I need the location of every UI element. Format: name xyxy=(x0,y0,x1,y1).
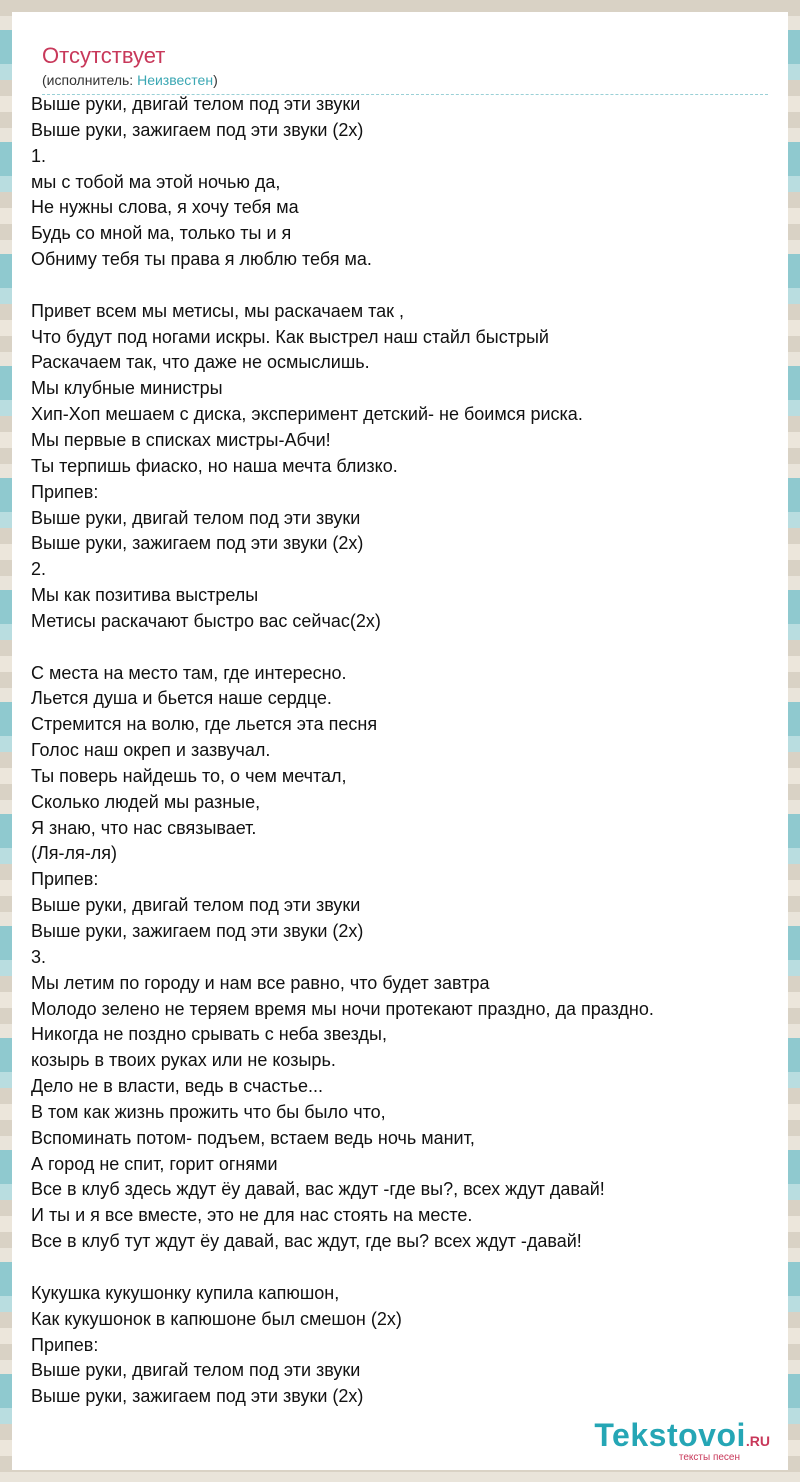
lyric-line: Дело не в власти, ведь в счастье... xyxy=(31,1076,324,1097)
lyric-line: Ты терпишь фиаско, но наша мечта близко. xyxy=(31,455,398,476)
lyric-line: Ты поверь найдешь то, о чем мечтал, xyxy=(31,765,347,786)
lyric-line: Раскачаем так, что даже не осмыслишь. xyxy=(31,352,370,373)
lyric-line: Мы первые в списках мистры-Абчи! xyxy=(31,429,331,450)
lyric-line: Выше руки, зажигаем под эти звуки (2х) xyxy=(31,119,364,140)
lyric-line: Вспоминать потом- подъем, встаем ведь ночь манит, xyxy=(31,1127,475,1148)
lyric-line: Выше руки, зажигаем под эти звуки (2х) xyxy=(31,921,364,941)
lyric-line: И ты и я все вместе, это не для нас стоять на месте. xyxy=(31,1205,473,1226)
lyric-line: Обниму тебя ты права я люблю тебя ма. xyxy=(31,249,372,270)
lyric-line: Мы летим по городу и нам все равно, что будет завтра xyxy=(31,972,490,993)
artist-prefix: (исполнитель: xyxy=(42,72,138,88)
lyric-line: Выше руки, двигай телом под эти звуки xyxy=(31,895,361,916)
lyric-line: Мы как позитива выстрелы xyxy=(31,585,259,606)
lyrics-text xyxy=(31,92,771,1410)
lyric-line xyxy=(31,635,771,661)
lyric-line: Стремится на волю, где льется эта песня xyxy=(31,714,378,735)
site-logo[interactable] xyxy=(594,1418,770,1464)
lyric-line: мы с тобой ма этой ночью да, xyxy=(31,171,281,192)
logo-tagline: тексты песен xyxy=(678,1452,740,1463)
artist-link[interactable]: Неизвестен xyxy=(137,72,214,88)
lyric-line: Все в клуб тут ждут ёу давай, вас ждут, где вы? всех ждут -давай! xyxy=(31,1231,582,1252)
lyric-line: Метисы раскачают быстро вас сейчас(2х) xyxy=(31,610,381,631)
logo-wordmark: Tekstovoi xyxy=(594,1417,746,1453)
lyric-line: козырь в твоих руках или не козырь. xyxy=(31,1050,336,1071)
song-title: Отсутствует xyxy=(42,43,166,68)
lyric-line: Все в клуб здесь ждут ёу давай, вас ждут -где вы?, всех ждут давай! xyxy=(31,1179,605,1200)
lyric-line: Выше руки, зажигаем под эти звуки (2х) xyxy=(31,1386,364,1407)
lyric-line: Припев: xyxy=(31,481,99,502)
lyric-line: 1. xyxy=(31,145,47,166)
lyric-line: Никогда не поздно срывать с неба звезды, xyxy=(31,1024,387,1045)
lyric-line: Сколько людей мы разные, xyxy=(31,791,261,812)
artist-suffix: ) xyxy=(213,72,218,88)
lyric-line: Будь со мной ма, только ты и я xyxy=(31,223,292,244)
lyric-line: Как кукушонок в капюшоне был смешон (2х) xyxy=(31,1308,402,1329)
lyric-line: Не нужны слова, я хочу тебя ма xyxy=(31,197,299,218)
lyric-line: Припев: xyxy=(31,1334,99,1355)
lyric-line: Хип-Хоп мешаем с диска, эксперимент детский- не боимся риска. xyxy=(31,404,583,425)
lyric-line: Голос наш окреп и зазвучал. xyxy=(31,740,271,761)
lyric-line: Молодо зелено не теряем время мы ночи протекают праздно, да праздно. xyxy=(31,998,654,1019)
lyric-line: В том как жизнь прожить что бы было что, xyxy=(31,1101,386,1122)
lyric-line xyxy=(31,1255,771,1281)
lyric-line: Я знаю, что нас связывает. xyxy=(31,817,257,838)
lyric-line: Выше руки, двигай телом под эти звуки xyxy=(31,507,361,528)
lyric-line: Кукушка кукушонку купила капюшон, xyxy=(31,1282,340,1303)
lyric-line: Льется душа и бьется наше сердце. xyxy=(31,688,332,709)
lyric-line: Выше руки, двигай телом под эти звуки xyxy=(31,1360,361,1381)
lyric-line xyxy=(31,273,771,299)
lyric-line: (Ля-ля-ля) xyxy=(31,843,118,864)
lyric-line: 3. xyxy=(31,946,47,967)
song-header xyxy=(42,42,768,95)
lyric-line: Мы клубные министры xyxy=(31,378,223,399)
lyric-line: 2. xyxy=(31,559,47,580)
lyric-line: Что будут под ногами искры. Как выстрел наш стайл быстрый xyxy=(31,326,549,347)
lyric-line: А город не спит, горит огнями xyxy=(31,1153,278,1174)
lyric-line: Припев: xyxy=(31,869,99,890)
lyric-line: С места на место там, где интересно. xyxy=(31,662,347,683)
logo-tld: .RU xyxy=(745,1433,770,1449)
lyric-line: Выше руки, зажигаем под эти звуки (2х) xyxy=(31,533,364,554)
lyric-line: Привет всем мы метисы, мы раскачаем так , xyxy=(31,300,405,321)
lyric-line: Выше руки, двигай телом под эти звуки xyxy=(31,94,361,114)
